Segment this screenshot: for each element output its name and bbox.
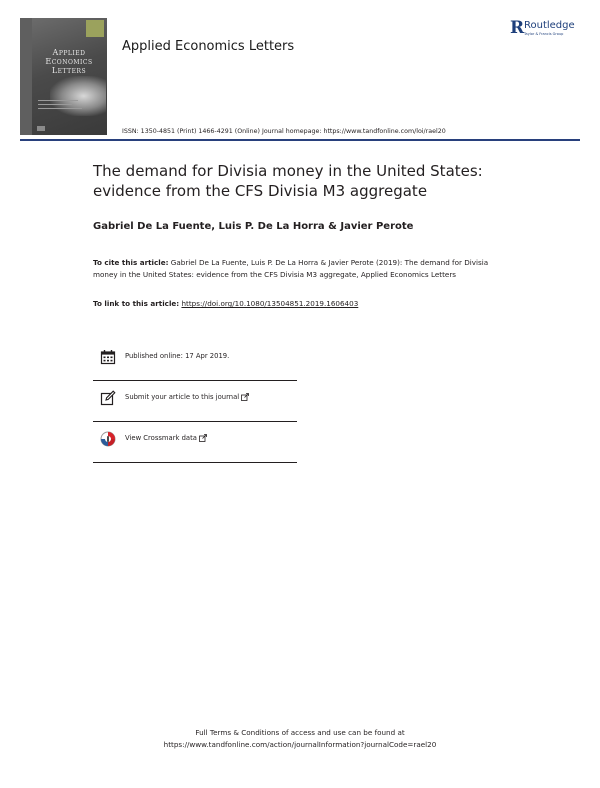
issn-line: [122, 128, 446, 135]
divider: [93, 380, 297, 381]
cover-text-line: [38, 108, 82, 109]
issn-text: ISSN: 1350-4851 (Print) 1466-4291 (Online) Journal homepage:: [122, 128, 324, 135]
publisher-tagline: Taylor & Francis Group: [524, 32, 564, 36]
published-row: [100, 347, 297, 367]
crossmark-label: View Crossmark data: [125, 434, 197, 442]
cover-title: Applied Economics Letters: [45, 48, 93, 75]
header-divider: [20, 139, 580, 141]
crossmark-row[interactable]: [100, 429, 297, 449]
calendar-icon: [100, 349, 116, 365]
journal-cover-image: [20, 18, 107, 135]
divider: [93, 421, 297, 422]
journal-name: Applied Economics Letters: [122, 39, 295, 54]
published-date: Published online: 17 Apr 2019.: [125, 352, 230, 360]
submit-row[interactable]: [100, 388, 297, 408]
submit-article-label: Submit your article to this journal: [125, 393, 240, 401]
routledge-r-icon: R: [510, 18, 525, 38]
publisher-name: Routledge: [524, 20, 575, 31]
cover-spine: [20, 18, 32, 135]
footer-terms-text: Full Terms & Conditions of access and use can be found at: [195, 728, 405, 737]
cover-text-line: [38, 100, 78, 101]
crossmark-link[interactable]: [125, 434, 207, 442]
crossmark-icon: [100, 431, 116, 447]
routledge-logo: [510, 18, 588, 42]
cover-text-line: [38, 104, 72, 105]
cover-publisher-logo: [86, 20, 104, 37]
submit-article-link[interactable]: [125, 393, 249, 401]
footer: [0, 727, 600, 751]
cover-graphic: [50, 76, 106, 116]
external-link-icon: [199, 434, 207, 442]
edit-icon: [100, 390, 116, 406]
cite-label: To cite this article:: [93, 258, 169, 267]
cover-footer-mark: [37, 126, 45, 131]
cite-text: Gabriel De La Fuente, Luis P. De La Horra & Javier Perote (2019): The demand for Divisia money in the United States: evidence from the CFS Divisia M3 aggregate, Applied Economics Letters: [93, 258, 489, 279]
journal-homepage-link[interactable]: https://www.tandfonline.com/loi/rael20: [323, 128, 446, 135]
article-authors: Gabriel De La Fuente, Luis P. De La Horra & Javier Perote: [93, 221, 414, 232]
link-label: To link to this article:: [93, 299, 180, 308]
footer-terms-link[interactable]: https://www.tandfonline.com/action/journalInformation?journalCode=rael20: [163, 740, 437, 749]
external-link-icon: [241, 393, 249, 401]
link-block: [93, 299, 358, 308]
doi-link[interactable]: https://doi.org/10.1080/13504851.2019.1606403: [181, 299, 359, 308]
divider: [93, 462, 297, 463]
citation-block: [93, 257, 513, 280]
article-title: The demand for Divisia money in the United States: evidence from the CFS Divisia M3 aggregate: [93, 162, 483, 200]
